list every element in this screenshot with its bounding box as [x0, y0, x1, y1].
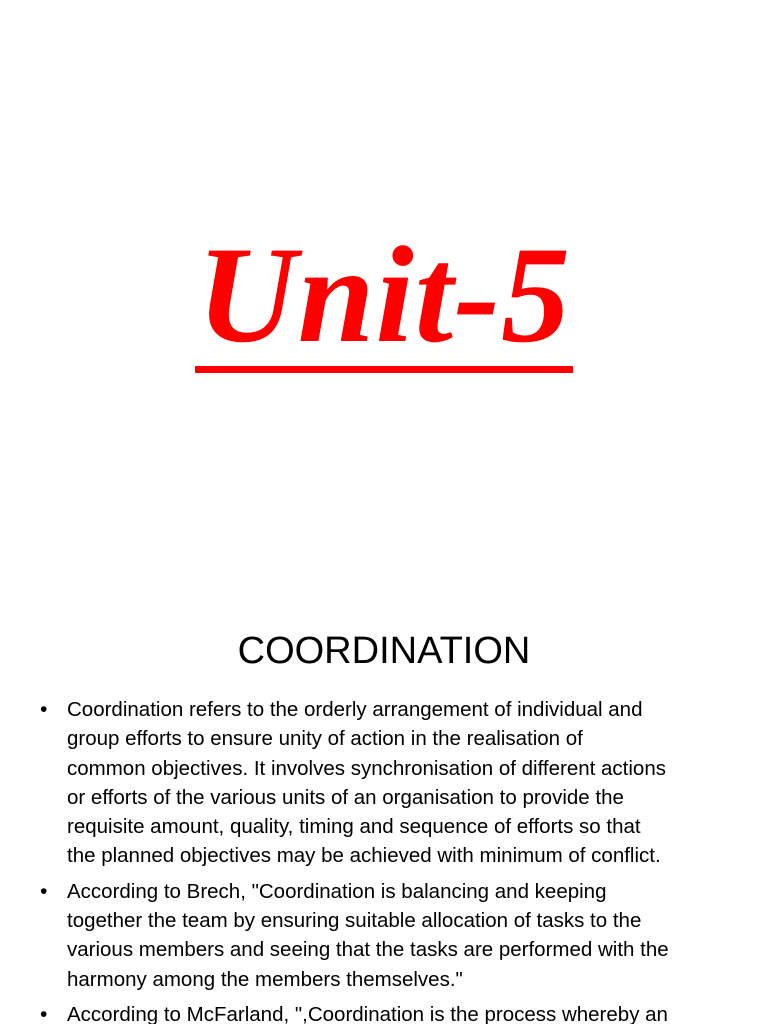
bullet-text: Coordination refers to the orderly arrangement of individual and group efforts to ensure unity of action in the realisation of common objectives. It involves synchronisation of different actions or efforts of the various units of an organisation to provide the requisite amount, quality, timing and sequence of efforts so that the planned objectives may be achieved with minimum of conflict. [67, 698, 666, 868]
bullet-icon: • [40, 879, 48, 903]
bullet-list [0, 695, 768, 1024]
bullet-icon: • [40, 698, 48, 721]
slide-title: Unit-5 [196, 218, 572, 371]
title-slide [0, 218, 768, 373]
section-heading: COORDINATION [237, 630, 531, 672]
bullet-text: According to McFarland, ",Coordination is the process whereby an [67, 1002, 668, 1024]
bullet-item [0, 695, 768, 871]
bullet-icon: • [40, 1002, 48, 1024]
bullet-item [0, 877, 768, 994]
bullet-item [0, 1000, 768, 1024]
bullet-text: According to Brech, "Coordination is balancing and keeping together the team by ensuring suitable allocation of tasks to the various members and seeing that the tasks are performed with the harmony among the members themselves." [67, 879, 669, 991]
